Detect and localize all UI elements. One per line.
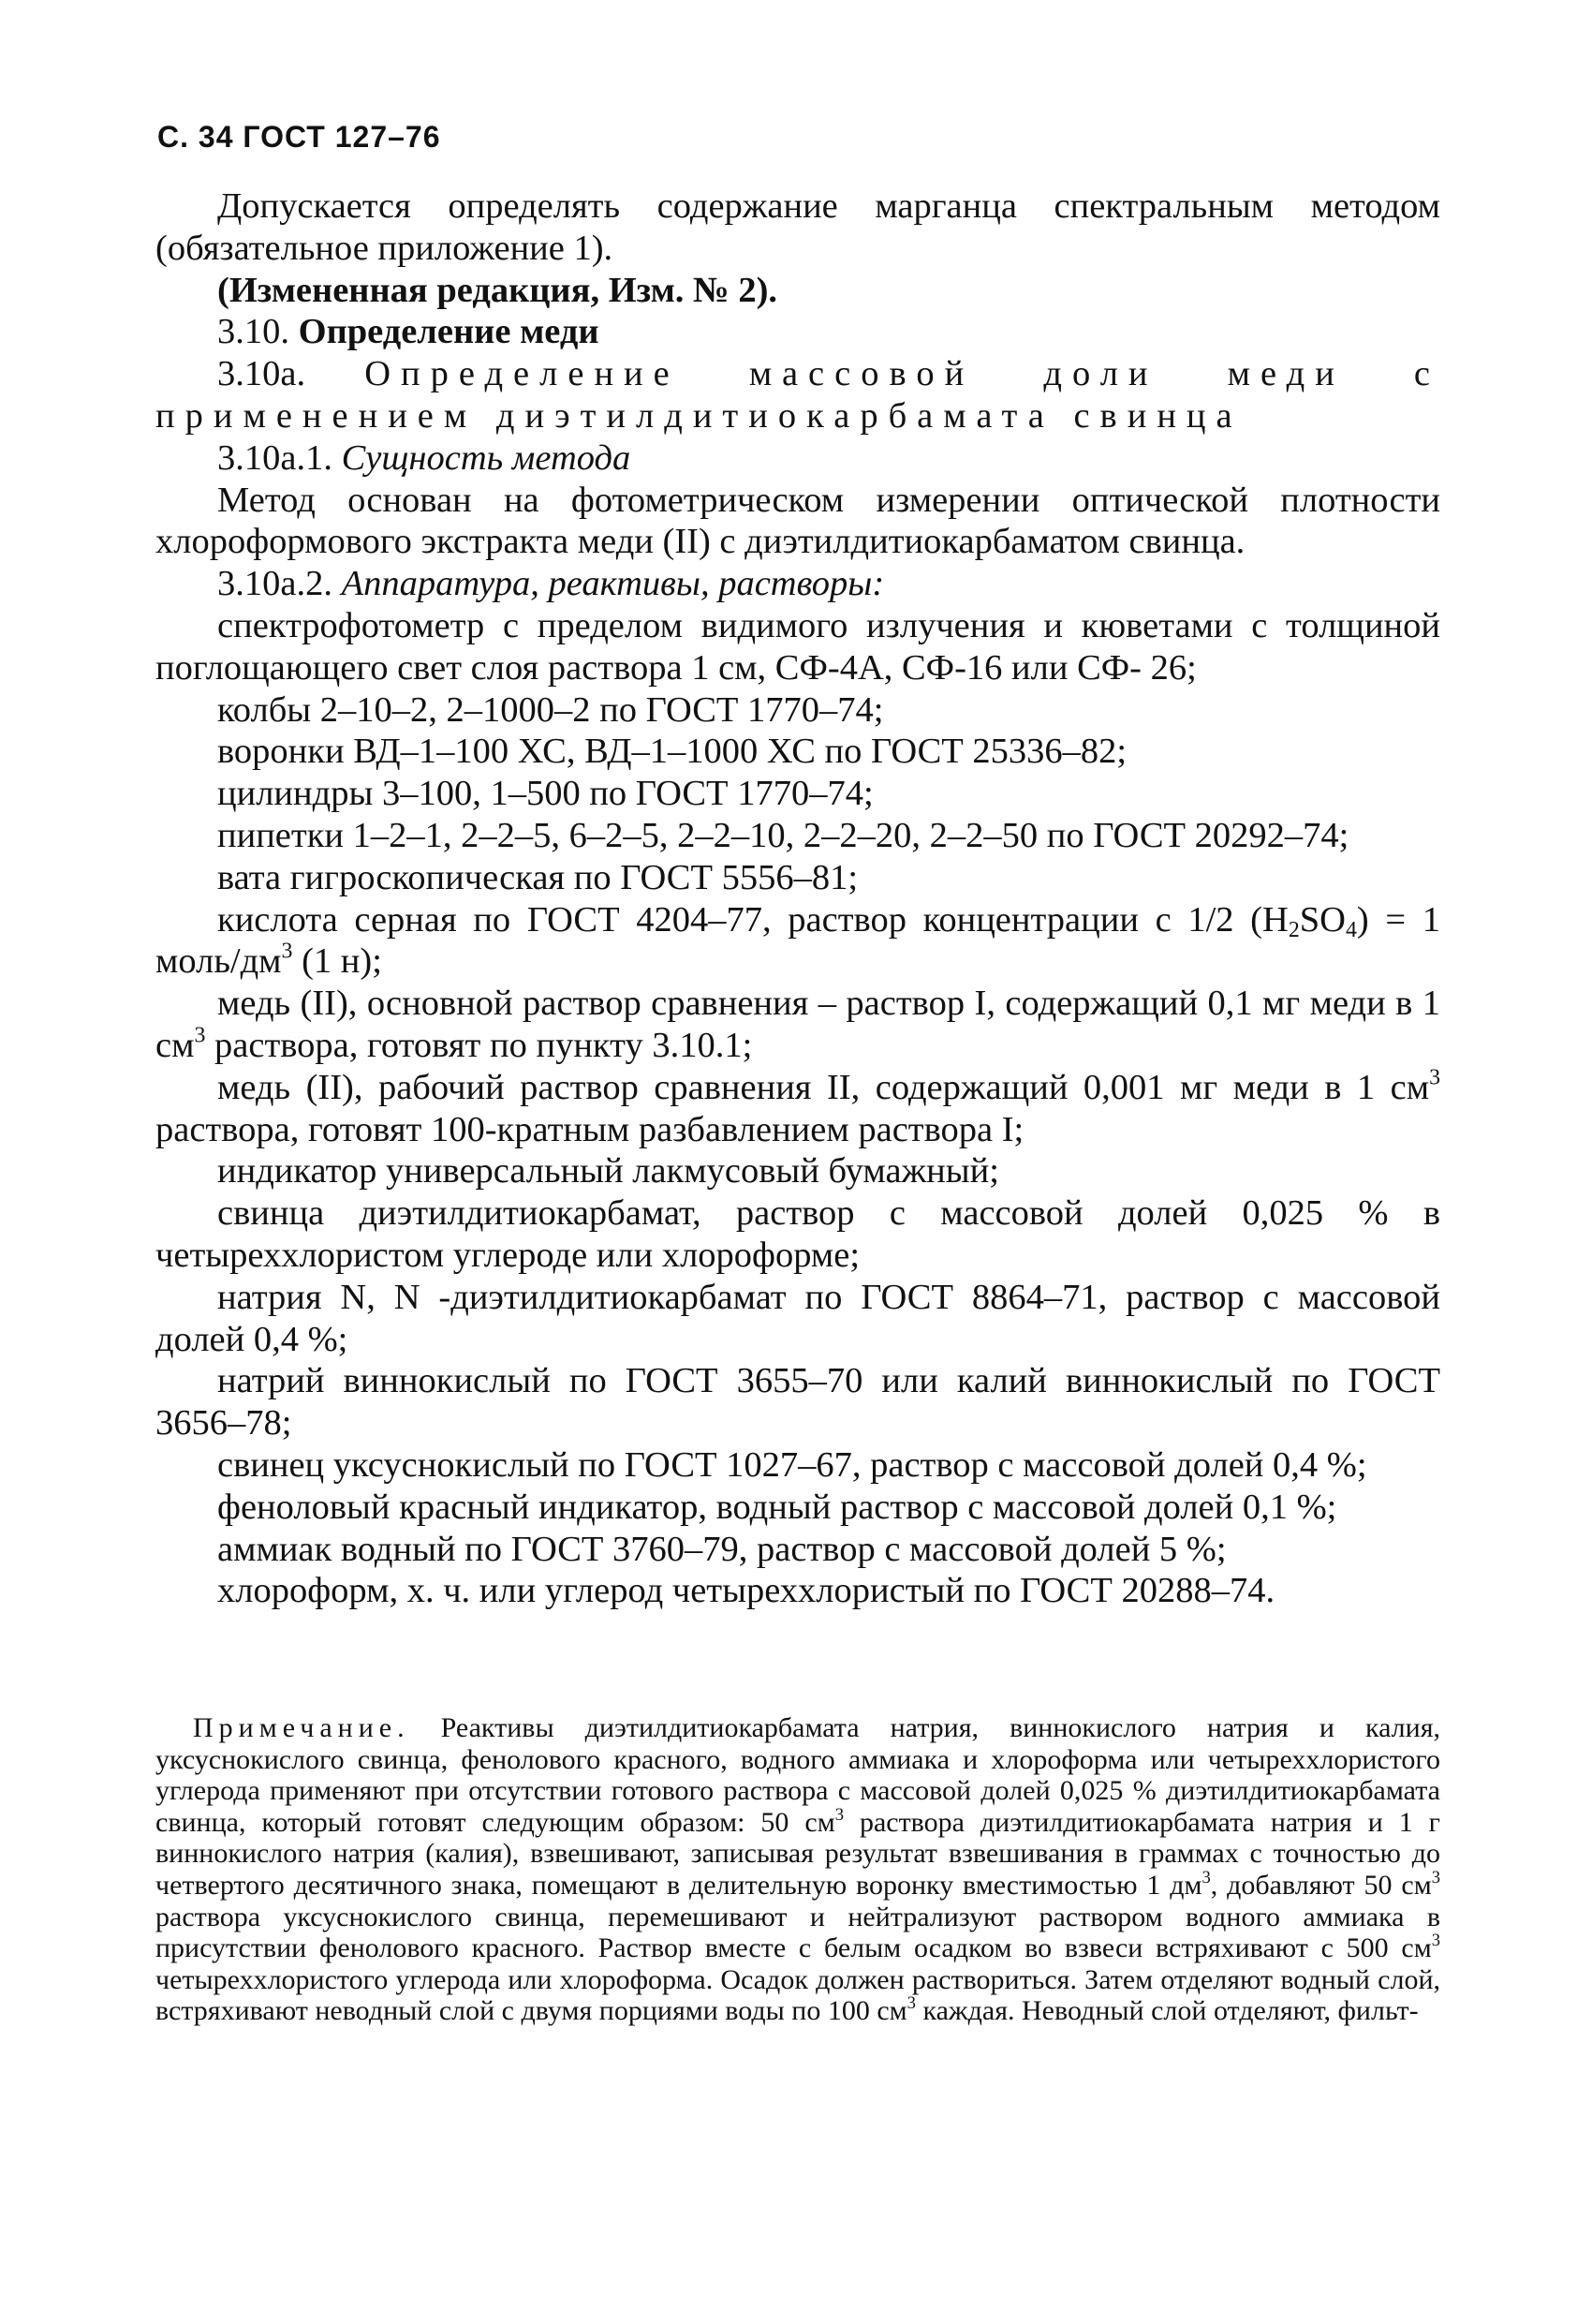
section-number: 3.10. — [217, 312, 289, 352]
paragraph-spectral-method: Допускается определять содержание марганца спектральным методом (обязательное приложение 1). — [155, 186, 1440, 268]
list-item-copper-solution-2: медь (II), рабочий раствор сравнения II, содержащий 0,001 мг меди в 1 $см^3$ раствора, готовят 100-кратным разбавлением раствора I; — [155, 1065, 1440, 1149]
list-item-lead-dtc: свинца диэтилдитиокарбамат, раствор с массовой долей 0,025 % в четыреххлористом углероде или хлороформе; — [155, 1193, 1440, 1275]
list-item-flasks: колбы 2–10–2, 2–1000–2 по ГОСТ 1770–74; — [217, 689, 884, 730]
section-title: Аппаратура, реактивы, растворы: — [341, 564, 885, 604]
page-header: С. 34 ГОСТ 127–76 — [157, 120, 441, 154]
document-body — [155, 185, 1440, 1612]
section-3-10 — [155, 311, 1440, 353]
list-item-cylinders: цилиндры 3–100, 1–500 по ГОСТ 1770–74; — [217, 774, 874, 814]
list-item-chloroform: хлороформ, х. ч. или углерод четыреххлористый по ГОСТ 20288–74. — [217, 1571, 1275, 1611]
section-3-10a — [155, 353, 1440, 437]
section-3-10a-2 — [155, 563, 1440, 605]
section-3-10a-1 — [155, 437, 1440, 480]
note-label: Примечание. — [193, 1712, 410, 1743]
paragraph-method-basis: Метод основан на фотометрическом измерении оптической плотности хлороформового экстракта меди (II) с диэтилдитиокарбаматом свинца. — [155, 480, 1440, 562]
list-item-copper-solution-1: медь (II), основной раствор сравнения – раствор I, содержащий 0,1 мг меди в 1 $см^3$ раствора, готовят по пункту 3.10.1; — [155, 984, 1440, 1065]
list-item-tartrate: натрий виннокислый по ГОСТ 3655–70 или калий виннокислый по ГОСТ 3656–78; — [155, 1361, 1440, 1443]
list-item-sodium-dtc: натрия N, N -диэтилдитиокарбамат по ГОСТ 8864–71, раствор с массовой долей 0,4 %; — [155, 1277, 1440, 1359]
section-number: 3.10а.2. — [217, 564, 332, 604]
amendment-note: (Измененная редакция, Изм. № 2). — [217, 270, 778, 310]
list-item-cotton: вата гигроскопическая по ГОСТ 5556–81; — [217, 857, 859, 897]
list-item-pipettes: пипетки 1–2–1, 2–2–5, 6–2–5, 2–2–10, 2–2–20, 2–2–50 по ГОСТ 20292–74; — [217, 815, 1349, 855]
section-title-spaced: Определение массовой доли меди с применением диэтилдитиокарбамата свинца — [155, 354, 1441, 436]
list-item-indicator-paper: индикатор универсальный лакмусовый бумажный; — [217, 1151, 999, 1192]
list-item-sulfuric-acid: кислота серная по ГОСТ 4204–77, раствор концентрации с 1/2 $(H_2SO_4) = 1$ моль/$дм^3$ (1 н); — [155, 899, 1440, 982]
list-item-spectrophotometer: спектрофотометр с пределом видимого излучения и кюветами с толщиной поглощающего свет слоя раствора 1 см, СФ-4А, СФ-16 или СФ- 26; — [155, 605, 1440, 688]
list-item-phenol-red: феноловый красный индикатор, водный раствор с массовой долей 0,1 %; — [217, 1487, 1337, 1527]
list-item-funnels: воронки ВД–1–100 ХС, ВД–1–1000 ХС по ГОСТ 25336–82; — [217, 732, 1128, 772]
list-item-lead-acetate: свинец уксуснокислый по ГОСТ 1027–67, раствор с массовой долей 0,4 %; — [217, 1444, 1367, 1485]
note-paragraph: Примечание. Реактивы диэтилдитиокарбамата натрия, виннокислого натрия и калия, уксуснокислого свинца, фенолового красного, водного аммиака и хлороформа или четыреххлористого углерода применяют при отсутствии готового раствора с массовой долей 0,025 % диэтилдитиокарбамата свинца, который готовят следующим образом: 50 $см^3$ раствора диэтилдитиокарбамата натрия и 1 г виннокислого натрия (калия), взвешивают, записывая результат взвешивания в граммах с точностью до четвертого десятичного знака, помещают в делительную воронку вместимостью 1 $дм^3$, добавляют 50 $см^3$ раствора уксуснокислого свинца, перемешивают и нейтрализуют раствором водного аммиака в присутствии фенолового красного. Раствор вместе с белым осадком во взвеси встряхивают с 500 $см^3$ четыреххлористого углерода или хлороформа. Осадок должен раствориться. Затем отделяют водный слой, встряхивают неводный слой с двумя порциями воды по 100 $см^3$ каждая. Неводный слой отделяют, фильт- — [155, 1712, 1440, 2027]
section-number: 3.10а. — [217, 354, 306, 394]
section-title: Сущность метода — [341, 437, 631, 478]
section-title: Определение меди — [298, 312, 599, 352]
section-number: 3.10а.1. — [217, 437, 332, 478]
list-item-ammonia: аммиак водный по ГОСТ 3760–79, раствор с массовой долей 5 %; — [217, 1529, 1227, 1569]
